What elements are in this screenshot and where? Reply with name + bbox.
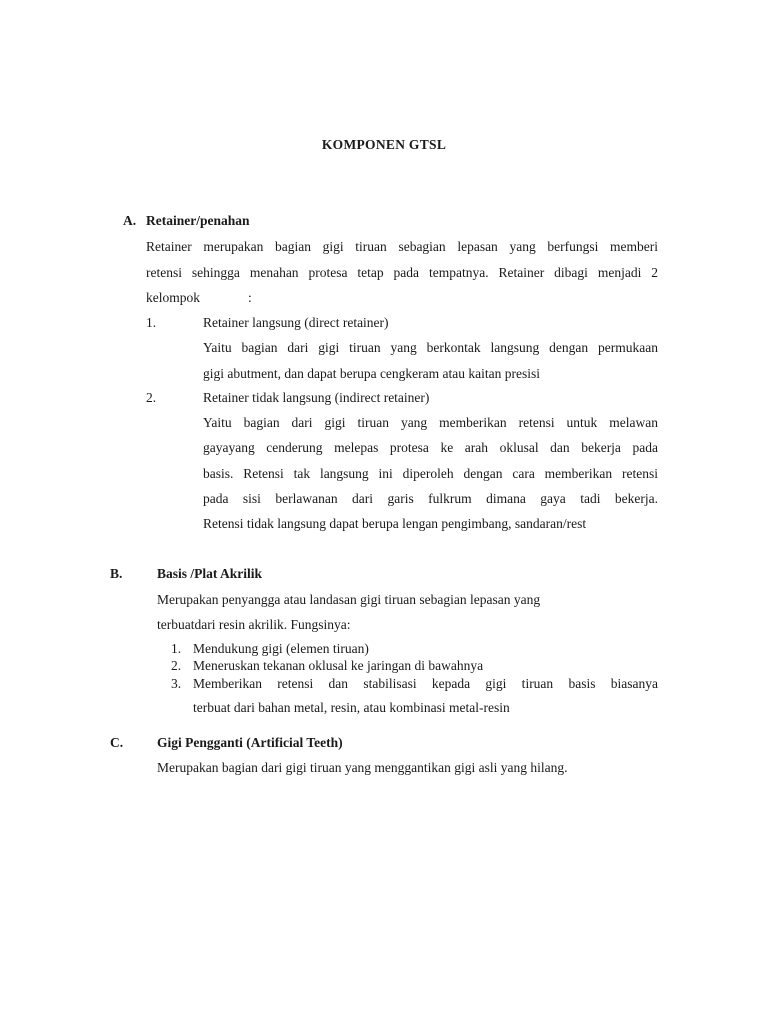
- section-b-marker: B.: [110, 566, 123, 581]
- retainer-item-1-line-2: gigi abutment, dan dapat berupa cengkeram atau kaitan presisi: [203, 366, 540, 381]
- basis-item-3-number: 3.: [171, 676, 182, 691]
- basis-item-1-text: Mendukung gigi (elemen tiruan): [193, 641, 369, 656]
- retainer-item-1-title: Retainer langsung (direct retainer): [203, 315, 389, 330]
- retainer-item-1-line-1: Yaitu bagian dari gigi tiruan yang berkontak langsung dengan permukaan: [203, 340, 658, 355]
- basis-item-3-text: Memberikan retensi dan stabilisasi kepada gigi tiruan basis biasanya: [193, 676, 658, 691]
- document-title: KOMPONEN GTSL: [321, 137, 447, 152]
- section-b-line-1: Merupakan penyangga atau landasan gigi tiruan sebagian lepasan yang: [157, 592, 541, 607]
- section-c-text: Merupakan bagian dari gigi tiruan yang menggantikan gigi asli yang hilang.: [157, 760, 568, 775]
- retainer-item-1-number: 1.: [146, 315, 157, 330]
- basis-item-2-number: 2.: [171, 658, 182, 673]
- section-b-heading: Basis /Plat Akrilik: [157, 566, 263, 581]
- basis-item-1-number: 1.: [171, 641, 182, 656]
- section-a-marker: A.: [123, 213, 137, 228]
- section-a-line-1: Retainer merupakan bagian gigi tiruan sebagian lepasan yang berfungsi memberi: [146, 239, 658, 254]
- section-b-line-2: terbuatdari resin akrilik. Fungsinya:: [157, 617, 351, 632]
- retainer-item-2-number: 2.: [146, 390, 157, 405]
- retainer-item-2-line-2: gayayang cenderung melepas protesa ke arah oklusal dan bekerja pada: [203, 440, 658, 455]
- section-c-heading: Gigi Pengganti (Artificial Teeth): [157, 735, 343, 750]
- section-a-line-3: kelompok: [146, 290, 200, 305]
- section-a-heading: Retainer/penahan: [146, 213, 250, 228]
- section-a-line-2: retensi sehingga menahan protesa tetap pada tempatnya. Retainer dibagi menjadi 2: [146, 265, 658, 280]
- retainer-item-2-line-1: Yaitu bagian dari gigi tiruan yang memberikan retensi untuk melawan: [203, 415, 658, 430]
- retainer-item-2-title: Retainer tidak langsung (indirect retainer): [203, 390, 430, 405]
- basis-item-3-continuation: terbuat dari bahan metal, resin, atau kombinasi metal-resin: [193, 700, 510, 715]
- retainer-item-2-line-5: Retensi tidak langsung dapat berupa lengan pengimbang, sandaran/rest: [203, 516, 587, 531]
- section-c-marker: C.: [110, 735, 124, 750]
- retainer-item-2-line-3: basis. Retensi tak langsung ini diperoleh dengan cara memberikan retensi: [203, 466, 658, 481]
- retainer-item-2-line-4: pada sisi berlawanan dari garis fulkrum dimana gaya tadi bekerja.: [203, 491, 658, 506]
- basis-item-2-text: Meneruskan tekanan oklusal ke jaringan di bawahnya: [193, 658, 484, 673]
- section-a-colon: :: [248, 290, 252, 305]
